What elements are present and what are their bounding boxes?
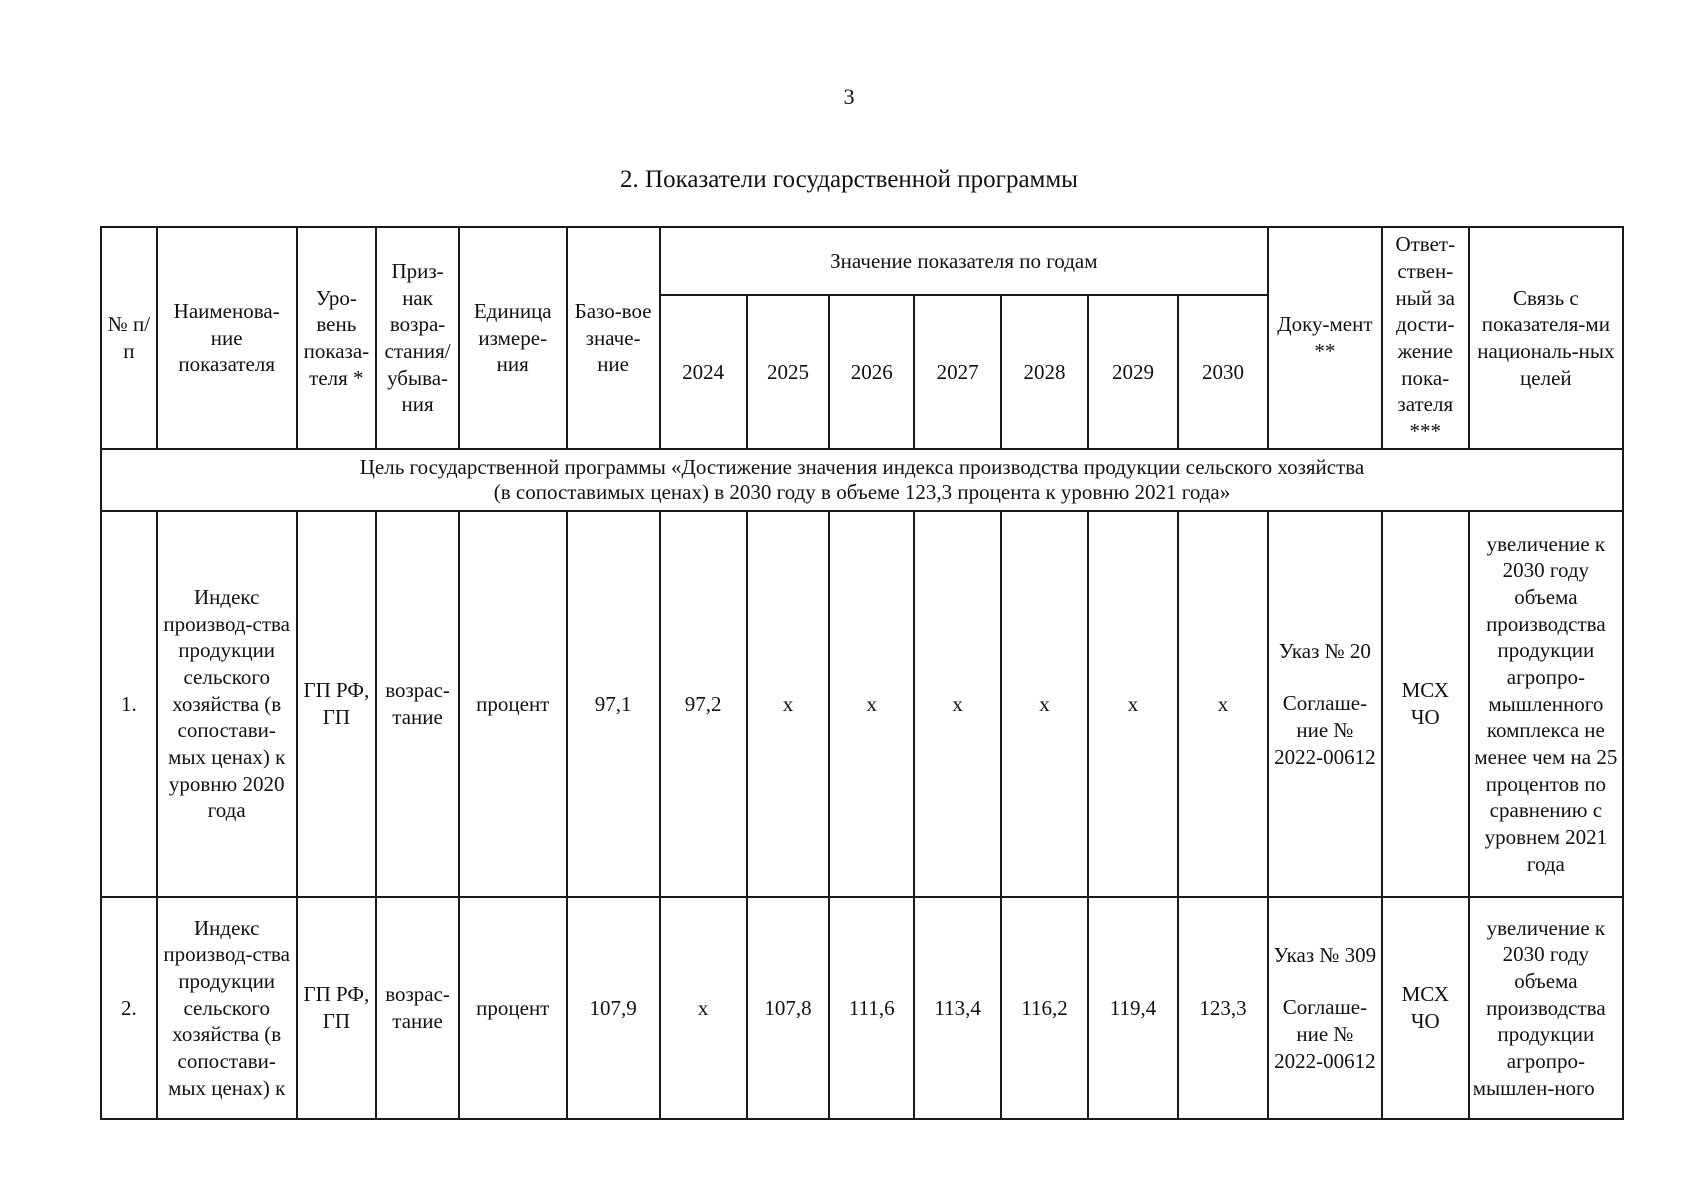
row-value-2030: 123,3	[1178, 897, 1268, 1119]
row-document-agreement: Соглаше-ние № 2022-00612	[1274, 691, 1376, 769]
spacer	[1272, 664, 1378, 690]
row-base: 97,1	[567, 511, 660, 897]
header-link: Связь с показателя-ми националь-ных целей	[1469, 227, 1623, 449]
row-unit: процент	[459, 511, 567, 897]
row-unit: процент	[459, 897, 567, 1119]
row-link: увеличение к 2030 году объема производства продукции агропро-мышлен-ного	[1469, 897, 1623, 1119]
row-value-2030: х	[1178, 511, 1268, 897]
row-value-2027: 113,4	[914, 897, 1001, 1119]
row-document	[1268, 897, 1382, 1119]
header-trend: Приз-нак возра-стания/ убыва-ния	[376, 227, 459, 449]
table-row	[101, 511, 1623, 897]
goal-row	[101, 449, 1623, 511]
table-row	[101, 897, 1623, 1119]
goal-line-1: Цель государственной программы «Достижение значения индекса производства продукции сельского хозяйства	[359, 454, 1365, 479]
header-year: 2025	[747, 295, 830, 449]
header-base: Базо-вое значе-ние	[567, 227, 660, 449]
header-values-by-year: Значение показателя по годам	[660, 227, 1268, 295]
row-num: 1.	[101, 511, 157, 897]
row-level: ГП РФ, ГП	[297, 511, 377, 897]
header-year: 2030	[1178, 295, 1268, 449]
row-value-2028: 116,2	[1001, 897, 1088, 1119]
row-trend: возрас-тание	[376, 511, 459, 897]
page-title: 2. Показатели государственной программы	[620, 166, 1078, 193]
spacer	[1272, 968, 1378, 994]
header-unit: Единица измере-ния	[459, 227, 567, 449]
row-name: Индекс производ-ства продукции сельского хозяйства (в сопостави-мых ценах) к уровню 2020 года	[157, 511, 297, 897]
row-link: увеличение к 2030 году объема производства продукции агропро-мышленного комплекса не менее чем на 25 процентов по сравнению с уровнем 2021 года	[1469, 511, 1623, 897]
row-name: Индекс производ-ства продукции сельского хозяйства (в сопостави-мых ценах) к	[157, 897, 297, 1119]
header-year: 2028	[1001, 295, 1088, 449]
goal-line-2: (в сопоставимых ценах) в 2030 году в объеме 123,3 процента к уровню 2021 года»	[493, 480, 1231, 504]
row-value-2025: х	[747, 511, 830, 897]
row-value-2029: 119,4	[1088, 897, 1178, 1119]
header-year: 2029	[1088, 295, 1178, 449]
header-year: 2026	[829, 295, 914, 449]
header-responsible: Ответ-ствен-ный за дости-жение пока-зателя ***	[1382, 227, 1469, 449]
row-responsible: МСХ ЧО	[1382, 511, 1469, 897]
row-document-decree: Указ № 309	[1273, 942, 1377, 967]
header-name: Наименова-ние показателя	[157, 227, 297, 449]
goal-cell	[101, 449, 1623, 511]
row-value-2026: х	[829, 511, 914, 897]
header-row-top	[101, 227, 1623, 295]
row-responsible: МСХ ЧО	[1382, 897, 1469, 1119]
row-value-2029: х	[1088, 511, 1178, 897]
row-trend: возрас-тание	[376, 897, 459, 1119]
row-level: ГП РФ, ГП	[297, 897, 377, 1119]
header-num: № п/п	[101, 227, 157, 449]
header-year: 2027	[914, 295, 1001, 449]
row-value-2027: х	[914, 511, 1001, 897]
row-value-2024: х	[660, 897, 747, 1119]
row-document-agreement: Соглаше-ние № 2022-00612	[1274, 995, 1376, 1073]
header-document: Доку-мент **	[1268, 227, 1382, 449]
row-base: 107,9	[567, 897, 660, 1119]
row-value-2024: 97,2	[660, 511, 747, 897]
row-num: 2.	[101, 897, 157, 1119]
header-year: 2024	[660, 295, 747, 449]
row-document	[1268, 511, 1382, 897]
header-level: Уро-вень показа-теля *	[297, 227, 377, 449]
page-number: 3	[843, 84, 855, 109]
indicators-table	[100, 226, 1624, 1120]
row-value-2028: х	[1001, 511, 1088, 897]
row-document-decree: Указ № 20	[1278, 638, 1371, 663]
row-value-2025: 107,8	[747, 897, 830, 1119]
row-value-2026: 111,6	[829, 897, 914, 1119]
